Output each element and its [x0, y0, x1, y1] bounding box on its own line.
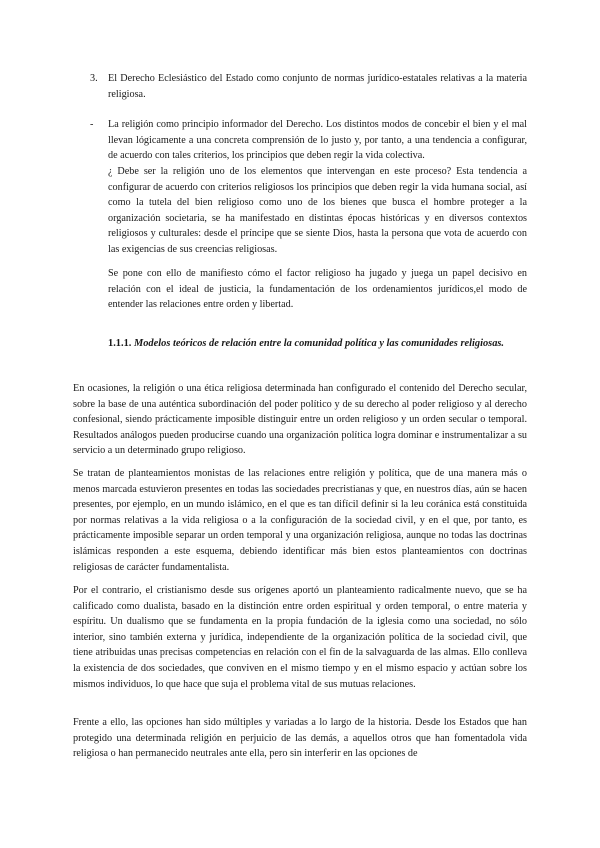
dash-item-paragraph-1: La religión como principio informador del Derecho. Los distintos modos de concebir el bien y el mal llevan lógicamente a una concreta comprensión de lo justo y, por tanto, a una tendencia a configurar, de acuerdo con tales criterios, los principios que deben regir la vida colectiva.	[108, 119, 527, 162]
paragraph-4: Frente a ello, las opciones han sido múltiples y variadas a lo largo de la historia. Desde los Estados que han protegido una determinada religión en perjuicio de las demás, a aquellos otros que han fomentadola vida religiosa o han permanecido neutrales ante ella, pero sin interferir en las opciones de	[73, 717, 527, 760]
dash-item-paragraph-2: ¿ Debe ser la religión uno de los elementos que intervengan en este proceso? Esta tendencia a configurar de acuerdo con criterios religiosos los principios que deben regir la vida humana social, así como la tutela del bien religioso como uno de los bienes que busca el hombre proteger a la organización societaria, se ha manifestado en distintas épocas históricas y en diversos contextos religiosos y culturales: desde el príncipe que se siente Dios, hasta la persona que vota de acuerdo con las exigencias de sus creencias religiosas.	[108, 166, 527, 255]
section-title-b: comunidades religiosas.	[401, 338, 505, 349]
list-number: 3.	[90, 73, 98, 84]
list-item-text: El Derecho Eclesiástico del Estado como conjunto de normas jurídico-estatales relativas a la materia religiosa.	[108, 73, 527, 100]
section-title-a: Modelos teóricos de relación entre la comunidad política y las	[134, 338, 402, 349]
paragraph-1: En ocasiones, la religión o una ética religiosa determinada han configurado el contenido del Derecho secular, sobre la base de una auténtica subordinación del poder político y de su derecho al poder religioso y al derecho confesional, siendo prácticamente imposible distinguir entre un orden religioso y un orden secular o temporal. Resultados análogos pueden producirse cuando una organización política logra dominar e instrumentalizar a su servicio a un determinado grupo religioso.	[73, 383, 527, 457]
section-heading	[108, 336, 527, 352]
section-number: 1.1.1.	[108, 338, 132, 349]
indented-paragraph: Se pone con ello de manifiesto cómo el factor religioso ha jugado y juega un papel decisivo en relación con el ideal de justicia, la fundamentación de los ordenamientos jurídicos,el modo de entender las relaciones entre orden y libertad.	[108, 268, 527, 311]
dash-marker: -	[90, 119, 94, 130]
paragraph-3: Por el contrario, el cristianismo desde sus orígenes aportó un planteamiento radicalmente nuevo, que se ha calificado como dualista, basado en la distinción entre orden espiritual y orden temporal, o entre materia y espíritu. Un dualismo que se fundamenta en la propia fundación de la iglesia como una sociedad, no sólo interior, sino también externa y jurídica, independiente de la organización política de la sociedad civil, que tiene atribuidas unas precisas competencias en relación con el fin de la salvaguarda de las almas. Ello conlleva la existencia de dos sociedades, que conviven en el mismo tiempo y en el mismo espacio y actúan sobre los mismos individuos, lo que hace que suja el problema vital de sus mutuas relaciones.	[73, 585, 527, 690]
paragraph-2: Se tratan de planteamientos monistas de las relaciones entre religión y política, que de una manera más o menos marcada estuvieron presentes en todas las sociedades precristianas y que, en nuestros días, aún se hacen presentes, por ejemplo, en un mundo islámico, en el que es tan difícil definir si la leu coránica está constituida por normas relativas a la vida religiosa o a la configuración de la sociedad civil, y en el que, por tanto, es prácticamente imposible separar un orden temporal y una organización religiosa, aunque no todas las doctrinas islámicas responden a este esquema, debiendo identificar más bien estos planteamientos con doctrinas religiosas de carácter fundamentalista.	[73, 468, 527, 573]
